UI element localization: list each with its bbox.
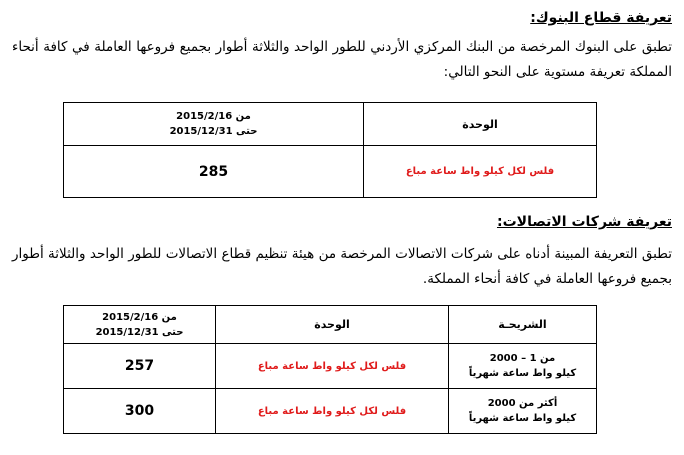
date-range-header — [64, 103, 364, 146]
table-row — [64, 344, 597, 389]
telecom-tariff-table — [63, 305, 597, 434]
bracket-cell — [449, 389, 597, 434]
banks-paragraph: تطبق على البنوك المرخصة من البنك المركزي الأردني للطور الواحد والثلاثة أطوار بجميع فروعها العاملة في كافة أنحاء المملكة تعريفة مستوية على النحو التالي: — [12, 39, 672, 80]
unit-header: الوحدة — [216, 306, 449, 344]
date-from: من 2015/2/16 — [176, 111, 251, 122]
bracket-range: أكثر من 2000 — [487, 398, 558, 409]
date-from: من 2015/2/16 — [102, 311, 177, 323]
unit-header: الوحدة — [364, 103, 597, 146]
unit-value: فلس لكل كيلو واط ساعة مباع — [216, 344, 449, 389]
bracket-unit: كيلو واط ساعة شهرياً — [468, 368, 577, 379]
bracket-header: الشريحـة — [449, 306, 597, 344]
bracket-cell — [449, 344, 597, 389]
price-value: 257 — [64, 344, 216, 389]
table-row — [64, 389, 597, 434]
price-value: 300 — [64, 389, 216, 434]
banks-heading: تعريفة قطاع البنوك: — [530, 10, 672, 26]
price-value: 285 — [64, 146, 364, 198]
date-range-header — [64, 306, 216, 344]
telecom-heading: تعريفة شركات الاتصالات: — [496, 214, 672, 230]
telecom-paragraph: تطبق التعريفة المبينة أدناه على شركات الاتصالات المرخصة من هيئة تنظيم قطاع الاتصالات للطور الواحد والثلاثة أطوار بجميع فروعها العاملة في كافة أنحاء المملكة. — [12, 246, 672, 287]
bracket-unit: كيلو واط ساعة شهرياً — [468, 413, 577, 424]
unit-value: فلس لكل كيلو واط ساعة مباع — [216, 389, 449, 434]
banks-tariff-table — [63, 102, 597, 198]
bracket-range: من 1 – 2000 — [489, 353, 556, 364]
date-to: حتى 2015/12/31 — [169, 126, 258, 137]
unit-value: فلس لكل كيلو واط ساعة مباع — [364, 146, 597, 198]
date-to: حتى 2015/12/31 — [95, 326, 184, 338]
